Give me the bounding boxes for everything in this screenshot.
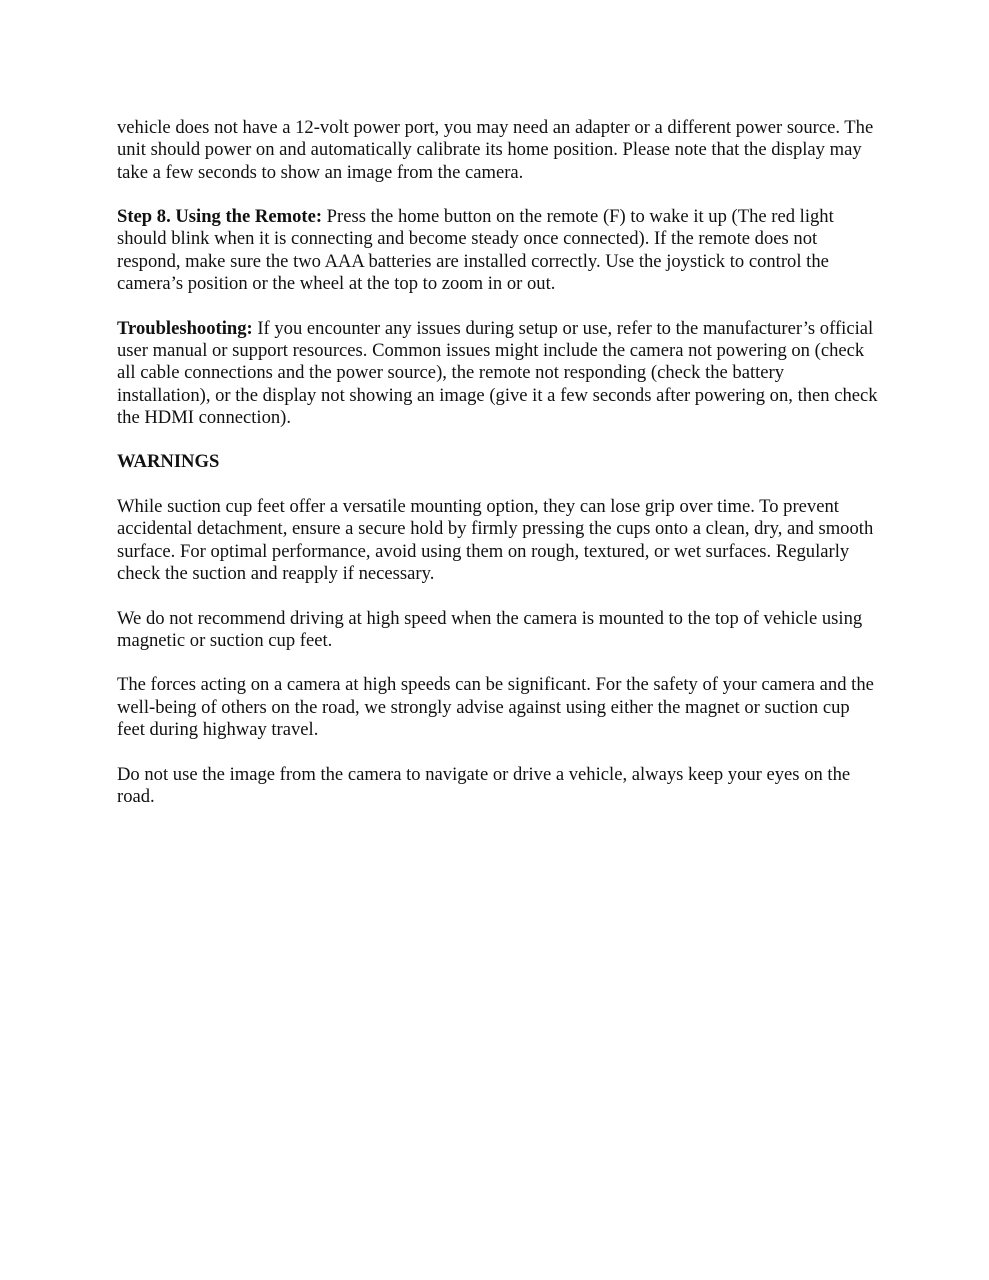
step8-label: Step 8. Using the Remote:	[117, 206, 323, 228]
step8-body: Press the home button on the remote (F) to wake it up (The red light should blink when it is connecting and become steady once connected). If the remote does not respond, make sure the two AAA batteries are installed correctly. Use the joystick to control the camera’s position or the wheel at the top to zoom in or out.	[117, 206, 834, 295]
step8-paragraph	[117, 206, 882, 295]
warning-paragraph: While suction cup feet offer a versatile mounting option, they can lose grip over time. To prevent accidental detachment, ensure a secure hold by firmly pressing the cups onto a clean, dry, and smooth surface. For optimal performance, avoid using them on rough, textured, or wet surfaces. Regularly check the suction and reapply if necessary.	[117, 496, 874, 584]
troubleshooting-paragraph	[117, 318, 882, 429]
intro-paragraph: vehicle does not have a 12-volt power port, you may need an adapter or a different power source. The unit should power on and automatically calibrate its home position. Please note that the display may take a few seconds to show an image from the camera.	[117, 117, 874, 183]
troubleshooting-label: Troubleshooting:	[117, 317, 253, 339]
warning-paragraph: Do not use the image from the camera to navigate or drive a vehicle, always keep your eyes on the road.	[117, 763, 851, 807]
warning-paragraph: We do not recommend driving at high speed when the camera is mounted to the top of vehicle using magnetic or suction cup feet.	[117, 607, 863, 651]
document-page	[117, 117, 882, 831]
warning-paragraph: The forces acting on a camera at high speeds can be significant. For the safety of your camera and the well-being of others on the road, we strongly advise against using either the magnet or suction cup feet during highway travel.	[117, 674, 874, 741]
troubleshooting-body: If you encounter any issues during setup or use, refer to the manufacturer’s official user manual or support resources. Common issues might include the camera not powering on (check all cable connections and the power source), the remote not responding (check the battery installation), or the display not showing an image (give it a few seconds after powering on, then check the HDMI connection).	[117, 317, 878, 428]
warnings-heading: WARNINGS	[117, 451, 220, 473]
